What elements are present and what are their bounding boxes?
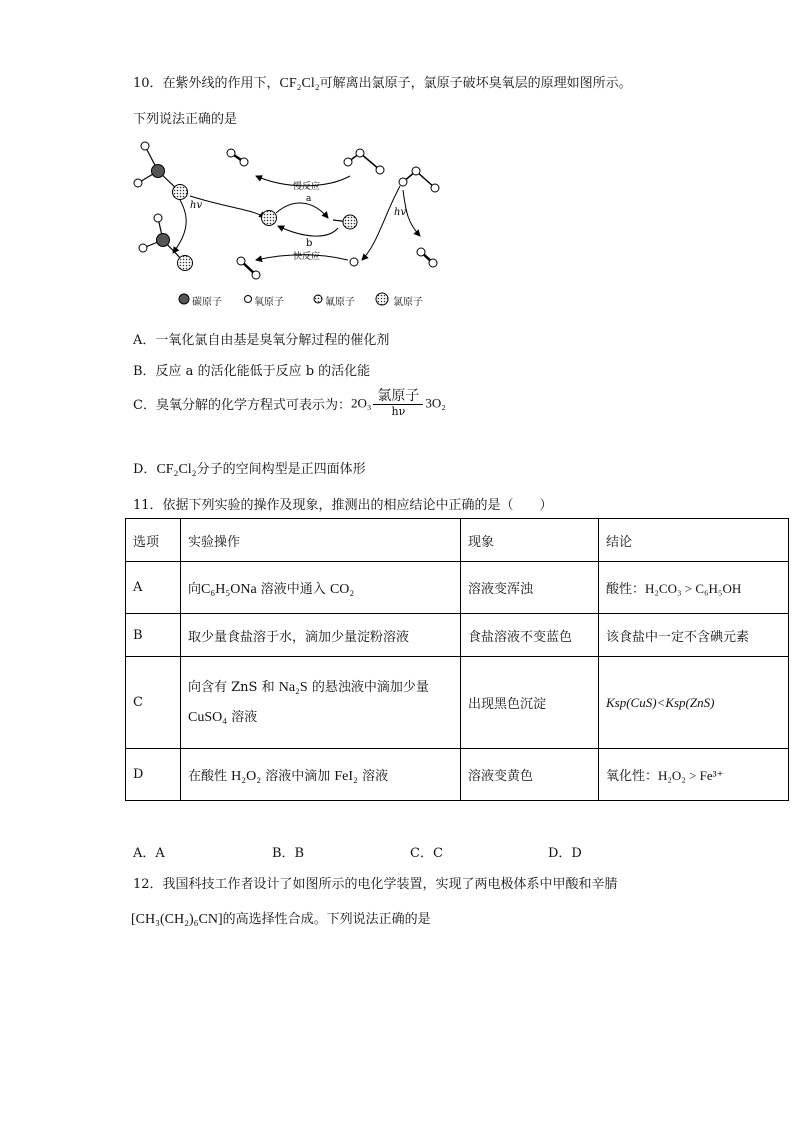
row-d-op-mid: 溶液中滴加 [261,768,335,784]
table-row [126,749,789,801]
row-a-option: A [126,562,181,614]
q10-option-d-post: 分子的空间构型是正四面体形 [196,462,366,477]
cf2cl2-molecule-top [134,142,188,200]
row-c-phenomenon: 出现黑色沉淀 [461,657,599,749]
q10-option-a: A．一氧化氯自由基是臭氧分解过程的催化剂 [133,333,390,348]
q10-option-d-pre: D． [133,462,157,477]
cf2cl-molecule-bottom [139,214,193,271]
reaction-condition [373,388,423,419]
legend-carbon-icon [179,294,189,304]
row-a-operation [181,562,461,614]
q10-option-c-left: 2O₃ [350,395,372,411]
q11-stem: 11．依据下列实验的操作及现象，推测出的相应结论中正确的是（ ） [133,498,553,513]
row-a-op-formula2: CO₂ [329,581,355,597]
legend-oxygen: 氧原子 [254,297,284,308]
q11-answer-a: A．A [133,846,165,861]
cl-atom-center [262,211,277,226]
q11-answer-c: C．C [410,846,443,861]
row-b-option: B [126,614,181,657]
o3-molecule-top [344,149,384,174]
table-row [126,562,789,614]
clo-radical [333,215,357,229]
legend-fluorine: 氟原子 [325,297,355,308]
reaction-b-label: b [306,238,313,249]
row-c-op-post: 的悬浊液中滴加少量 [307,679,429,695]
header-operation: 实验操作 [181,519,461,562]
row-a-op-pre: 向 [188,581,202,597]
hv-label-right: hv [394,207,407,218]
row-a-conclusion: 酸性：H₂CO₃ > C₆H₅OH [599,562,789,614]
o2-molecule-right [417,248,437,267]
legend-carbon: 碳原子 [192,297,222,308]
q10-stem-post: 可解离出氯原子，氯原子破坏臭氧层的原理如图所示。 [319,76,632,91]
q12-line1: 12．我国科技工作者设计了如图所示的电化学装置，实现了两电极体系中甲酸和辛腈 [133,877,618,892]
fast-reaction-label: 快反应 [293,252,321,262]
q10-option-b: B．反应 a 的活化能低于反应 b 的活化能 [133,364,371,379]
row-a-phenomenon: 溶液变浑浊 [461,562,599,614]
reaction-a-label: a [306,194,312,204]
ozone-mechanism-figure [128,138,448,316]
row-c-op-formula1: Na₂S [278,679,308,695]
row-c-operation [181,657,461,749]
q10-option-d [133,458,366,478]
q12-formula: [CH₃(CH₂)₆CN] [131,912,223,927]
legend-chlorine: 氯原子 [393,297,423,308]
header-option: 选项 [126,519,181,562]
row-c-conclusion: Ksp(CuS)<Ksp(ZnS) [599,657,789,749]
row-b-operation: 取少量食盐溶于水，滴加少量淀粉溶液 [181,614,461,657]
row-d-op-post: 溶液 [357,768,389,784]
header-phenomenon: 现象 [461,519,599,562]
hv-label-left: hv [190,200,203,211]
row-c-op-post2: 溶液 [227,709,258,725]
experiment-table [125,518,789,801]
row-a-op-mid: 溶液中通入 [256,581,330,597]
q10-option-d-formula: CF₂Cl₂ [156,462,197,477]
row-c-op-formula2: CuSO₄ [188,709,228,725]
row-c-option: C [126,657,181,749]
q10-prompt: 下列说法正确的是 [133,112,238,127]
o2-molecule-top-left [227,149,248,166]
row-b-conclusion: 该食盐中一定不含碘元素 [599,614,789,657]
row-c-op-line2 [188,703,460,733]
row-d-option: D [126,749,181,801]
o3-molecule-right [399,167,439,192]
table-header-row [126,519,789,562]
row-d-op-pre: 在酸性 [188,768,232,784]
legend-fluorine-icon [314,295,322,303]
q10-stem [133,72,632,92]
row-d-op-formula1: H₂O₂ [231,768,262,784]
q10-formula: CF₂Cl₂ [279,76,320,91]
q10-stem-pre: 10．在紫外线的作用下， [133,76,280,91]
q10-option-c-right: 3O₂ [425,395,446,411]
legend-oxygen-icon [245,296,252,303]
row-b-phenomenon: 食盐溶液不变蓝色 [461,614,599,657]
row-d-op-formula2: FeI₂ [334,768,358,784]
row-c-op-pre: 向含有 ZnS 和 [188,679,279,695]
table-row [126,657,789,749]
row-a-op-formula1: C₆H₅ONa [201,581,257,597]
condition-top: 氯原子 [377,388,420,404]
row-d-phenomenon: 溶液变黄色 [461,749,599,801]
q12-line2-post: 的高选择性合成。下列说法正确的是 [222,912,431,927]
condition-bottom: hν [391,405,406,418]
row-c-op-line1 [188,673,460,703]
q12-line2 [131,908,431,928]
q11-answer-d: D．D [548,846,582,861]
q10-option-c [133,388,446,419]
row-d-conclusion: 氧化性：H₂O₂ > Fe³⁺ [599,749,789,801]
o-atom-bottom [350,258,358,266]
q10-option-c-text: C．臭氧分解的化学方程式可表示为： [133,398,351,413]
q11-answer-b: B．B [272,846,305,861]
slow-reaction-label: 慢反应 [293,182,321,192]
table-row [126,614,789,657]
legend-chlorine-icon [376,293,388,305]
header-conclusion: 结论 [599,519,789,562]
row-d-operation [181,749,461,801]
